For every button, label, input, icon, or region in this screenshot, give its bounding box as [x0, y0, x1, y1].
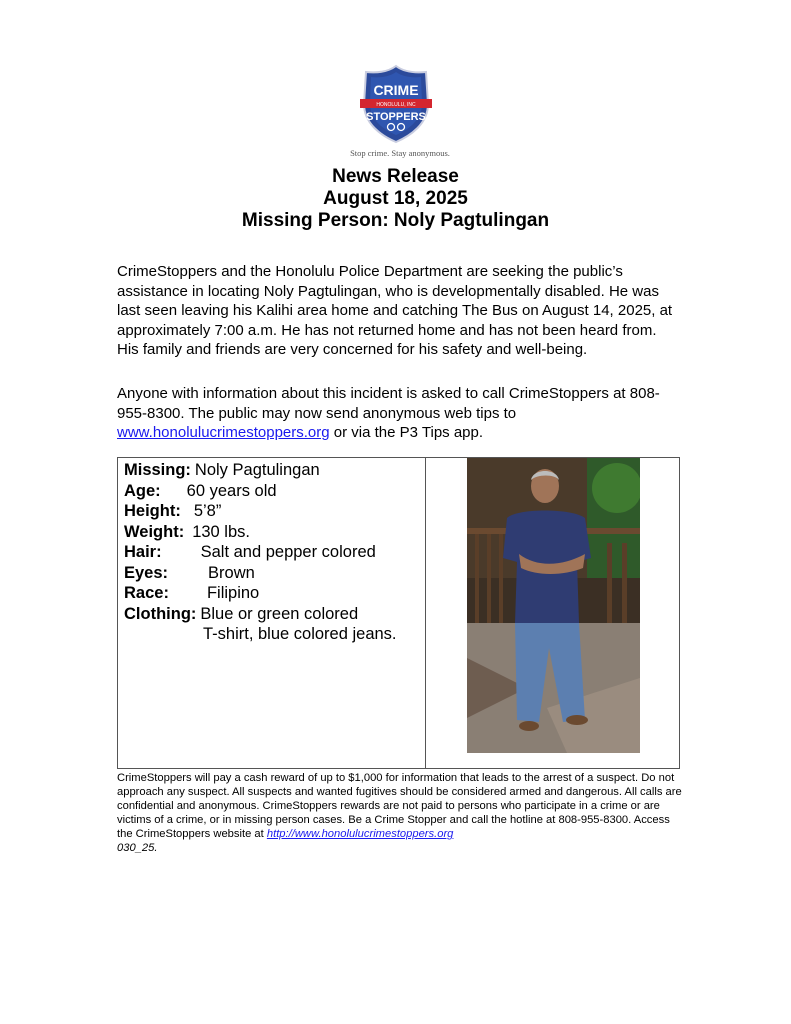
value-missing: Noly Pagtulingan	[194, 461, 320, 479]
value-clothing: Blue or green colored	[200, 604, 359, 623]
title-missing-person: Missing Person: Noly Pagtulingan	[241, 210, 550, 231]
logo-tagline: Stop crime. Stay anonymous.	[350, 148, 450, 158]
contact-paragraph	[117, 384, 677, 443]
label-race: Race:	[124, 584, 169, 602]
release-code: 030_25.	[117, 842, 158, 854]
contact-text-end: or via the P3 Tips app.	[329, 424, 484, 441]
detail-row-clothing	[124, 604, 424, 625]
page-title	[0, 166, 791, 232]
label-hair: Hair:	[124, 543, 162, 561]
disclaimer-text: CrimeStoppers will pay a cash reward of up to $1,000 for information that leads to the arrest of a suspect. Do not approach any suspect. All suspects and wanted fugitives should be considered armed and dangerous. All calls are confidential and anonymous. CrimeStoppers rewards are not paid to persons who participate in a crime or are victims of a crime, or in missing person cases. Be a Crime Stopper and call the hotline at 808-955-8300. Access the CrimeStoppers website at	[117, 772, 682, 840]
detail-row-eyes	[124, 563, 424, 584]
label-weight: Weight:	[124, 522, 185, 541]
person-photo-illustration	[467, 458, 640, 753]
missing-person-photo	[467, 458, 640, 753]
label-missing: Missing:	[124, 461, 191, 479]
label-age: Age:	[124, 481, 161, 500]
detail-row-race	[124, 583, 424, 604]
title-date: August 18, 2025	[323, 188, 468, 209]
title-news-release: News Release	[332, 166, 459, 187]
details-cell	[124, 460, 424, 645]
table-divider	[425, 458, 426, 768]
crimestoppers-logo	[358, 64, 434, 144]
reward-disclaimer	[117, 771, 687, 855]
value-hair: Salt and pepper colored	[200, 543, 376, 561]
contact-text: Anyone with information about this incident is asked to call CrimeStoppers at 808-955-8300. The public may now send anonymous web tips to	[117, 385, 660, 422]
detail-row-hair	[124, 542, 424, 563]
detail-row-age	[124, 481, 424, 502]
detail-row-clothing-cont	[124, 624, 424, 645]
shield-icon	[358, 64, 434, 144]
svg-text:STOPPERS: STOPPERS	[366, 111, 426, 123]
footer-website-link[interactable]: http://www.honolulucrimestoppers.org	[266, 828, 454, 840]
website-link[interactable]: www.honolulucrimestoppers.org	[117, 424, 330, 441]
detail-row-missing	[124, 460, 424, 481]
value-clothing-cont: T-shirt, blue colored jeans.	[203, 625, 397, 643]
missing-person-details-table	[117, 457, 680, 769]
label-clothing: Clothing:	[124, 604, 197, 623]
value-height: 5’8”	[193, 502, 222, 520]
detail-row-height	[124, 501, 424, 522]
value-eyes: Brown	[208, 563, 255, 582]
label-eyes: Eyes:	[124, 563, 169, 582]
value-race: Filipino	[206, 584, 260, 602]
svg-text:CRIME: CRIME	[373, 82, 419, 98]
value-age: 60 years old	[186, 481, 277, 500]
svg-text:HONOLULU, INC: HONOLULU, INC	[376, 102, 416, 108]
value-weight: 130 lbs.	[192, 522, 250, 541]
intro-paragraph: CrimeStoppers and the Honolulu Police Department are seeking the public’s assistance in locating Noly Pagtulingan, who is developmentally disabled. He was last seen leaving his Kalihi area home and catching The Bus on August 14, 2025, at approximately 7:00 a.m. He has not returned home and has not been heard from. His family and friends are very concerned for his safety and well-being.	[117, 263, 673, 358]
label-height: Height:	[124, 502, 181, 520]
detail-row-weight	[124, 522, 424, 543]
